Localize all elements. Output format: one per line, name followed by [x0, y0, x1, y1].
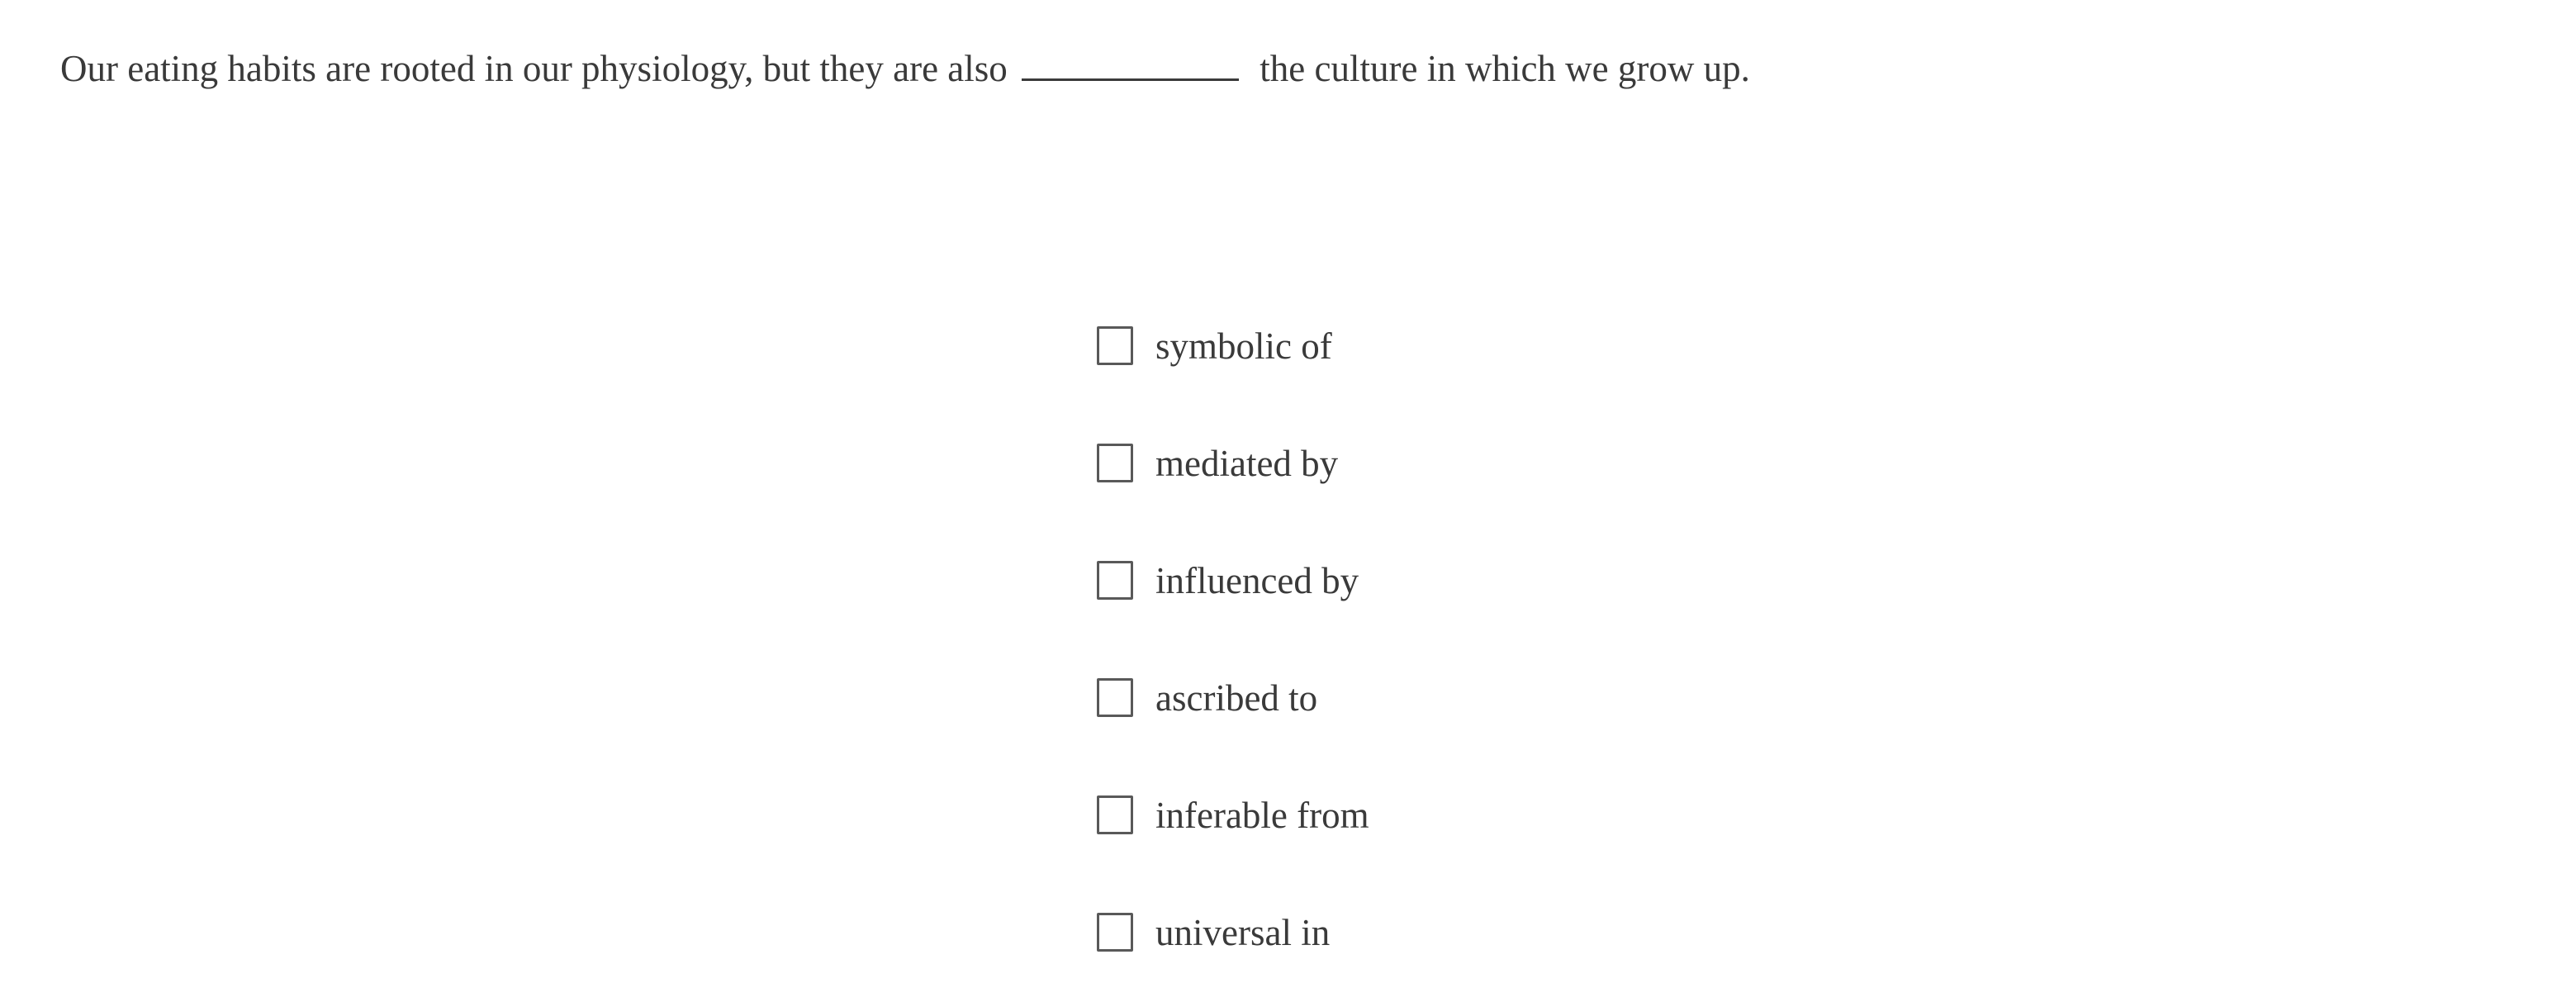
checkbox-icon[interactable]: [1097, 326, 1133, 365]
option-row-mediated-by[interactable]: [1097, 444, 1369, 482]
checkbox-icon[interactable]: [1097, 678, 1133, 717]
checkbox-icon[interactable]: [1097, 795, 1133, 834]
option-label: universal in: [1155, 911, 1331, 953]
option-row-ascribed-to[interactable]: [1097, 678, 1369, 717]
option-label: symbolic of: [1155, 325, 1332, 367]
question-text-after-blank: the culture in which we grow up.: [1260, 47, 1750, 89]
option-row-influenced-by[interactable]: [1097, 561, 1369, 600]
options-list: [1097, 326, 1369, 952]
checkbox-icon[interactable]: [1097, 561, 1133, 600]
option-row-symbolic-of[interactable]: [1097, 326, 1369, 365]
option-label: influenced by: [1155, 559, 1359, 601]
question-text: [60, 43, 1750, 93]
question-text-before-blank: Our eating habits are rooted in our physiology, but they are also: [60, 47, 1008, 89]
checkbox-icon[interactable]: [1097, 913, 1133, 952]
option-label: inferable from: [1155, 794, 1369, 836]
option-label: ascribed to: [1155, 677, 1318, 719]
blank-underline: [1022, 43, 1239, 81]
option-row-universal-in[interactable]: [1097, 913, 1369, 952]
checkbox-icon[interactable]: [1097, 444, 1133, 482]
option-label: mediated by: [1155, 442, 1339, 484]
option-row-inferable-from[interactable]: [1097, 795, 1369, 834]
